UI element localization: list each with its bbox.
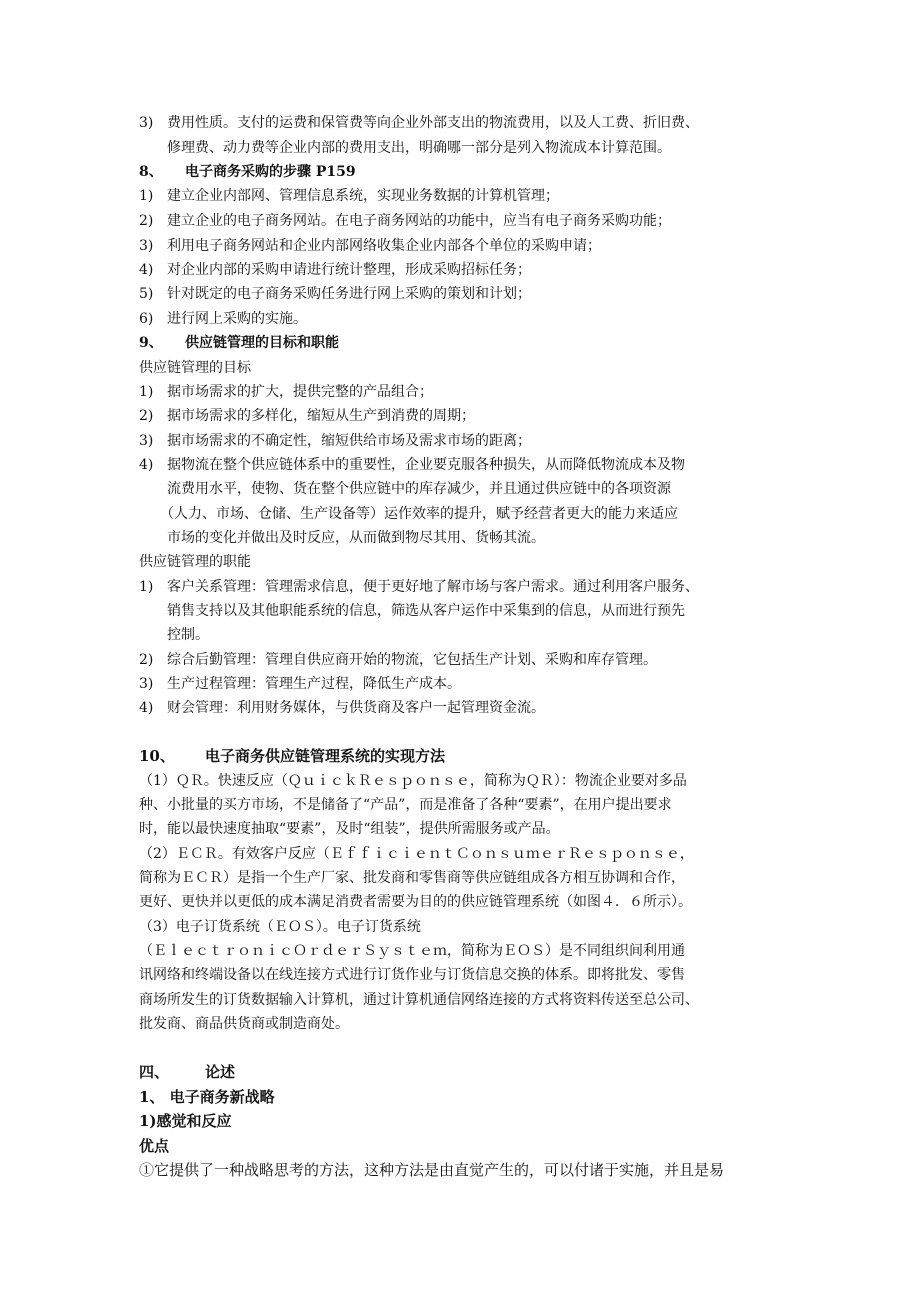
list-number: 2) bbox=[139, 408, 154, 424]
list-number: 1) bbox=[139, 579, 154, 595]
list-number: 6) bbox=[139, 311, 154, 327]
list-item-text: 进行网上采购的实施。 bbox=[167, 311, 307, 327]
list-number: 4) bbox=[139, 457, 154, 473]
list-item-text: 市场的变化并做出及时反应，从而做到物尽其用、货畅其流。 bbox=[167, 530, 545, 546]
paragraph-line: （3）电子订货系统（ＥＯＳ）。电子订货系统 bbox=[139, 919, 421, 935]
list-item-text: 客户关系管理：管理需求信息，便于更好地了解市场与客户需求。通过利用客户服务、 bbox=[167, 579, 699, 595]
list-item-text: 综合后勤管理：管理自供应商开始的物流，它包括生产计划、采购和库存管理。 bbox=[167, 652, 657, 668]
section-number: 8、 bbox=[139, 164, 163, 180]
list-number: 3) bbox=[139, 433, 154, 449]
subheading: 1)感觉和反应 bbox=[139, 1112, 232, 1130]
list-item-text: 据市场需求的不确定性，缩短供给市场及需求市场的距离； bbox=[167, 433, 531, 449]
list-item-text: 财会管理：利用财务媒体，与供货商及客户一起管理资金流。 bbox=[167, 700, 545, 716]
list-item-text: （人力、市场、仓储、生产设备等）运作效率的提升，赋予经营者更大的能力来适应 bbox=[160, 506, 678, 522]
list-item-text: 修理费、动力费等企业内部的费用支出，明确哪一部分是列入物流成本计算范围。 bbox=[167, 140, 671, 156]
list-item-text: 生产过程管理：管理生产过程，降低生产成本。 bbox=[167, 676, 461, 692]
section-number: 10、 bbox=[139, 747, 175, 765]
section-heading: 供应链管理的目标和职能 bbox=[185, 335, 339, 351]
paragraph-line: ①它提供了一种战略思考的方法，这种方法是由直觉产生的，可以付诸于实施，并且是易 bbox=[139, 1161, 725, 1179]
list-item-text: 销售支持以及其他职能系统的信息，筛选从客户运作中采集到的信息，从而进行预先 bbox=[167, 603, 685, 619]
section-number: 9、 bbox=[139, 335, 163, 351]
list-item-text: 据市场需求的多样化，缩短从生产到消费的周期； bbox=[167, 408, 475, 424]
list-number: 4) bbox=[139, 262, 154, 278]
paragraph-line: 更好、更快并以更低的成本满足消费者需要为目的的供应链管理系统（如图４．６所示）。 bbox=[139, 894, 692, 910]
list-item-text: 流费用水平，使物、货在整个供应链中的库存减少，并且通过供应链中的各项资源 bbox=[167, 481, 671, 497]
paragraph-line: 简称为ＥＣＲ）是指一个生产厂家、批发商和零售商等供应链组成各方相互协调和合作， bbox=[139, 870, 685, 886]
subheading: 供应链管理的目标 bbox=[139, 360, 251, 376]
list-number: 3) bbox=[139, 238, 154, 254]
paragraph-line: （2）ＥＣＲ。有效客户反应（ＥｆｆｉｃｉｅｎｔＣｏｎｓｕｍｅｒＲｅｓｐｏｎｓｅ， bbox=[139, 846, 694, 862]
list-number: 4) bbox=[139, 700, 154, 716]
subheading: 1、 电子商务新战略 bbox=[139, 1088, 275, 1106]
subheading: 优点 bbox=[139, 1137, 170, 1155]
list-number: 2) bbox=[139, 652, 154, 668]
list-item-text: 针对既定的电子商务采购任务进行网上采购的策划和计划； bbox=[167, 286, 531, 302]
list-number: 3) bbox=[139, 115, 154, 131]
list-number: 2) bbox=[139, 213, 154, 229]
list-item-text: 对企业内部的采购申请进行统计整理，形成采购招标任务； bbox=[167, 262, 531, 278]
paragraph-line: 讯网络和终端设备以在线连接方式进行订货作业与订货信息交换的体系。即将批发、零售 bbox=[139, 967, 685, 983]
list-item-text: 费用性质。支付的运费和保管费等向企业外部支出的物流费用，以及人工费、折旧费、 bbox=[167, 115, 699, 131]
list-number: 1) bbox=[139, 384, 154, 400]
list-number: 3) bbox=[139, 676, 154, 692]
list-item-text: 建立企业的电子商务网站。在电子商务网站的功能中，应当有电子商务采购功能； bbox=[167, 213, 671, 229]
list-number: 5) bbox=[139, 286, 154, 302]
section-heading: 电子商务采购的步骤 P159 bbox=[185, 164, 356, 180]
paragraph-line: 商场所发生的订货数据输入计算机，通过计算机通信网络连接的方式将资料传送至总公司、 bbox=[139, 992, 699, 1008]
section-heading: 论述 bbox=[205, 1063, 236, 1081]
section-number: 四、 bbox=[139, 1063, 170, 1081]
paragraph-line: （ＥｌｅｃｔｒｏｎｉｃＯｒｄｅｒＳｙｓｔｅｍ，简称为ＥＯＳ）是不同组织间利用通 bbox=[139, 943, 685, 959]
list-item-text: 据物流在整个供应链体系中的重要性，企业要克服各种损失，从而降低物流成本及物 bbox=[167, 457, 685, 473]
paragraph-line: 时，能以最快速度抽取“要素”，及时“组装”，提供所需服务或产品。 bbox=[139, 821, 560, 837]
section-heading: 电子商务供应链管理系统的实现方法 bbox=[205, 747, 446, 765]
list-item-text: 控制。 bbox=[167, 627, 209, 643]
paragraph-line: 批发商、商品供货商或制造商处。 bbox=[139, 1016, 349, 1032]
list-number: 1) bbox=[139, 188, 154, 204]
subheading: 供应链管理的职能 bbox=[139, 554, 251, 570]
list-item-text: 据市场需求的扩大，提供完整的产品组合； bbox=[167, 384, 433, 400]
paragraph-line: 种、小批量的买方市场，不是储备了“产品”，而是准备了各种“要素”，在用户提出要求 bbox=[139, 797, 672, 813]
list-item-text: 利用电子商务网站和企业内部网络收集企业内部各个单位的采购申请； bbox=[167, 238, 601, 254]
paragraph-line: （1）ＱＲ。快速反应（ＱｕｉｃｋＲｅｓｐｏｎｓｅ，简称为ＱＲ）：物流企业要对多品 bbox=[139, 773, 687, 789]
list-item-text: 建立企业内部网、管理信息系统，实现业务数据的计算机管理； bbox=[167, 188, 559, 204]
